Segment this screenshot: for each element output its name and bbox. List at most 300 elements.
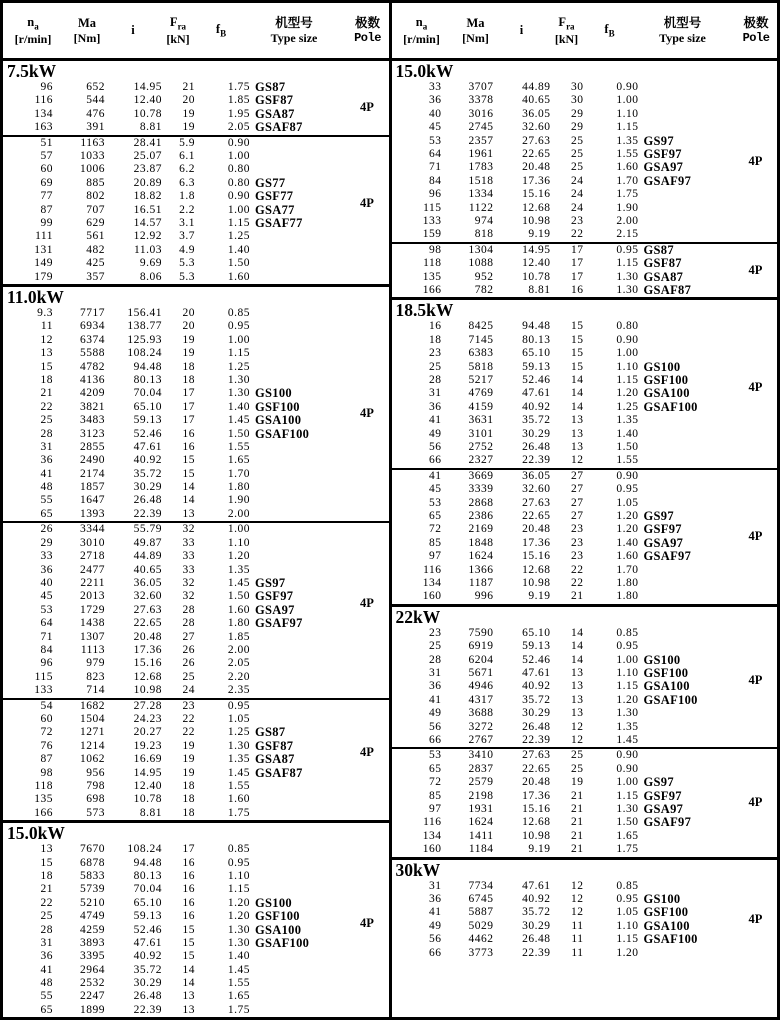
table-row xyxy=(392,228,778,241)
type-size-label: GSF100 xyxy=(255,399,300,414)
cell-fb: 1.20 xyxy=(616,523,639,536)
cell-fra: 6.3 xyxy=(179,176,195,189)
cell-fb: 1.15 xyxy=(616,680,639,693)
table-row xyxy=(392,790,778,803)
cell-fb: 1.35 xyxy=(616,720,639,733)
cell-ma: 7590 xyxy=(468,626,494,639)
cell-ma: 1062 xyxy=(80,753,105,766)
cell-i: 40.92 xyxy=(522,400,551,413)
cell-na: 133 xyxy=(34,684,53,697)
cell-fra: 27 xyxy=(571,483,584,496)
header-na-symbol: n xyxy=(27,14,35,29)
cell-na: 115 xyxy=(423,201,442,214)
cell-i: 12.68 xyxy=(522,563,551,576)
cell-fra: 21 xyxy=(571,802,584,815)
header-ratio: i xyxy=(131,23,135,38)
cell-ma: 2211 xyxy=(80,576,105,589)
cell-fra: 19 xyxy=(182,739,195,752)
cell-fra: 16 xyxy=(571,283,584,296)
header-na-unit: [r/min] xyxy=(403,31,440,46)
cell-fb: 1.65 xyxy=(227,990,250,1003)
cell-ma: 714 xyxy=(86,684,105,697)
table-row xyxy=(392,590,778,603)
cell-ma: 5887 xyxy=(468,906,494,919)
cell-i: 59.13 xyxy=(133,414,162,427)
cell-fb: 1.25 xyxy=(227,360,250,373)
cell-na: 25 xyxy=(429,640,442,653)
cell-na: 53 xyxy=(429,134,442,147)
cell-i: 47.61 xyxy=(522,387,551,400)
cell-fra: 16 xyxy=(182,910,195,923)
type-size-label: GSA97 xyxy=(643,801,684,816)
cell-i: 19.23 xyxy=(133,739,162,752)
header-ma: Ma [Nm] xyxy=(63,16,111,45)
cell-ma: 1783 xyxy=(468,161,494,174)
cell-na: 36 xyxy=(40,454,53,467)
type-size-label: GSAF100 xyxy=(643,399,698,414)
cell-fb: 1.15 xyxy=(616,373,639,386)
type-size-label: GSF100 xyxy=(643,372,689,387)
table-row xyxy=(392,121,778,134)
table-row xyxy=(3,964,389,977)
type-size-label: GS97 xyxy=(643,775,674,790)
cell-fb: 0.85 xyxy=(616,626,639,639)
table-row xyxy=(3,94,389,107)
cell-ma: 1899 xyxy=(80,1003,105,1016)
cell-na: 9.3 xyxy=(37,306,53,319)
cell-fra: 21 xyxy=(571,789,584,802)
cell-ma: 7145 xyxy=(468,333,494,346)
type-size-label: GSAF97 xyxy=(643,815,692,830)
header-ma: Ma [Nm] xyxy=(452,16,500,45)
cell-ma: 3631 xyxy=(468,414,494,427)
cell-fra: 29 xyxy=(571,121,584,134)
cell-ma: 6204 xyxy=(468,653,494,666)
cell-ma: 6919 xyxy=(468,640,494,653)
cell-fra: 14 xyxy=(182,494,195,507)
cell-ma: 391 xyxy=(86,121,105,134)
cell-i: 20.48 xyxy=(133,630,162,643)
cell-fb: 1.75 xyxy=(616,843,639,856)
cell-na: 64 xyxy=(40,617,53,630)
cell-fb: 1.20 xyxy=(616,509,639,522)
cell-fra: 21 xyxy=(571,816,584,829)
cell-ma: 3669 xyxy=(468,469,494,482)
cell-fra: 16 xyxy=(182,427,195,440)
cell-i: 108.24 xyxy=(127,843,162,856)
type-size-label: GS87 xyxy=(255,80,286,94)
table-row xyxy=(3,590,389,603)
table-row xyxy=(392,483,778,496)
cell-fra: 19 xyxy=(182,107,195,120)
type-size-labels xyxy=(255,577,303,631)
cell-ma: 2386 xyxy=(468,509,494,522)
table-row xyxy=(3,807,389,820)
cell-na: 77 xyxy=(40,190,53,203)
cell-fra: 18 xyxy=(182,779,195,792)
table-row xyxy=(392,707,778,720)
cell-fb: 1.95 xyxy=(227,107,250,120)
cell-na: 36 xyxy=(429,94,442,107)
cell-i: 22.65 xyxy=(522,147,551,160)
table-row xyxy=(392,694,778,707)
cell-na: 56 xyxy=(429,440,442,453)
cell-na: 71 xyxy=(40,630,53,643)
cell-fra: 13 xyxy=(571,707,584,720)
cell-ma: 5833 xyxy=(80,869,105,882)
cell-fb: 1.10 xyxy=(227,869,250,882)
header-fra-symbol: F xyxy=(558,14,567,29)
cell-fb: 1.45 xyxy=(227,576,250,589)
cell-fb: 1.15 xyxy=(616,257,639,270)
cell-ma: 1504 xyxy=(80,712,105,725)
header-pole: 极数 Pole xyxy=(354,16,381,45)
cell-na: 76 xyxy=(40,739,53,752)
cell-fra: 13 xyxy=(182,507,195,520)
table-row xyxy=(3,508,389,521)
cell-na: 11 xyxy=(40,320,53,333)
type-size-label: GSA100 xyxy=(643,679,690,694)
cell-na: 60 xyxy=(40,712,53,725)
table-row xyxy=(392,334,778,347)
table-row xyxy=(392,537,778,550)
cell-fb: 1.15 xyxy=(227,347,250,360)
cell-fra: 23 xyxy=(571,523,584,536)
cell-fra: 13 xyxy=(571,693,584,706)
cell-fra: 25 xyxy=(571,749,584,762)
cell-i: 22.39 xyxy=(522,946,551,959)
cell-ma: 4462 xyxy=(468,933,494,946)
cell-fra: 24 xyxy=(182,684,195,697)
cell-i: 8.81 xyxy=(139,806,162,819)
spec-block xyxy=(3,521,389,697)
cell-na: 118 xyxy=(423,257,442,270)
cell-ma: 5217 xyxy=(468,373,494,386)
table-row xyxy=(3,631,389,644)
table-row xyxy=(3,726,389,739)
table-row xyxy=(392,749,778,762)
cell-fra: 3.1 xyxy=(179,216,195,229)
cell-na: 96 xyxy=(40,657,53,670)
cell-na: 31 xyxy=(40,936,53,949)
table-row xyxy=(392,441,778,454)
cell-na: 97 xyxy=(429,550,442,563)
table-row xyxy=(392,550,778,563)
table-row xyxy=(392,776,778,789)
cell-fb: 1.00 xyxy=(616,776,639,789)
cell-ma: 1214 xyxy=(80,739,105,752)
cell-fb: 1.60 xyxy=(227,270,250,283)
table-row xyxy=(392,564,778,577)
cell-i: 125.93 xyxy=(127,333,162,346)
cell-fb: 1.00 xyxy=(227,523,250,536)
cell-ma: 2198 xyxy=(468,789,494,802)
cell-ma: 4749 xyxy=(80,910,105,923)
cell-na: 22 xyxy=(40,896,53,909)
pole-label: 4P xyxy=(748,672,763,687)
cell-ma: 482 xyxy=(86,243,105,256)
cell-i: 17.36 xyxy=(522,174,551,187)
cell-fra: 11 xyxy=(571,919,584,932)
cell-fra: 16 xyxy=(182,856,195,869)
header-type-size: 机型号 Type size xyxy=(270,16,318,45)
cell-na: 65 xyxy=(429,762,442,775)
table-row xyxy=(3,793,389,806)
cell-na: 64 xyxy=(429,147,442,160)
cell-fb: 1.00 xyxy=(227,333,250,346)
cell-na: 116 xyxy=(423,563,442,576)
header-na: $n_a$ [r/min] xyxy=(3,15,63,46)
pole-label: 4P xyxy=(748,153,763,168)
cell-ma: 1163 xyxy=(80,136,105,149)
cell-i: 44.89 xyxy=(522,81,551,93)
table-row xyxy=(392,454,778,467)
type-size-label: GSF100 xyxy=(643,905,689,920)
table-row xyxy=(392,933,778,946)
type-size-label: GSF97 xyxy=(643,146,682,161)
cell-fb: 1.10 xyxy=(616,666,639,679)
cell-fra: 14 xyxy=(571,626,584,639)
cell-fra: 25 xyxy=(571,134,584,147)
cell-fb: 1.60 xyxy=(227,793,250,806)
cell-fra: 24 xyxy=(571,188,584,201)
spec-block xyxy=(392,242,778,298)
cell-fra: 22 xyxy=(571,228,584,241)
table-row xyxy=(3,81,389,94)
spec-block xyxy=(392,468,778,604)
cell-ma: 3688 xyxy=(468,707,494,720)
type-size-label: GSA77 xyxy=(255,202,295,217)
type-size-label: GS77 xyxy=(255,175,286,190)
type-size-label: GSA87 xyxy=(643,269,684,284)
cell-na: 36 xyxy=(40,563,53,576)
cell-i: 40.92 xyxy=(133,454,162,467)
cell-na: 87 xyxy=(40,203,53,216)
cell-i: 156.41 xyxy=(127,306,162,319)
table-row xyxy=(392,763,778,776)
cell-fra: 5.9 xyxy=(179,136,195,149)
cell-fb: 0.90 xyxy=(616,81,639,93)
cell-ma: 1033 xyxy=(80,149,105,162)
table-row xyxy=(3,564,389,577)
type-size-labels xyxy=(644,654,698,708)
cell-fra: 20 xyxy=(182,306,195,319)
type-size-label: GSAF100 xyxy=(643,692,698,707)
cell-fra: 25 xyxy=(571,147,584,160)
cell-na: 84 xyxy=(40,643,53,656)
cell-ma: 1113 xyxy=(80,643,105,656)
cell-na: 166 xyxy=(34,806,53,819)
cell-ma: 823 xyxy=(86,670,105,683)
spec-block xyxy=(3,843,389,1017)
cell-i: 138.77 xyxy=(127,320,162,333)
cell-na: 134 xyxy=(422,829,442,842)
cell-ma: 1931 xyxy=(468,802,494,815)
cell-na: 57 xyxy=(40,149,53,162)
table-row xyxy=(3,121,389,134)
table-row xyxy=(392,428,778,441)
cell-i: 14.95 xyxy=(133,766,162,779)
cell-ma: 5739 xyxy=(80,883,105,896)
pole-label: 4P xyxy=(748,262,763,277)
cell-na: 163 xyxy=(34,121,53,134)
cell-fb: 0.85 xyxy=(227,843,250,856)
cell-na: 131 xyxy=(34,243,53,256)
cell-i: 32.60 xyxy=(522,483,551,496)
table-row xyxy=(3,401,389,414)
cell-ma: 3378 xyxy=(468,94,494,107)
cell-na: 97 xyxy=(429,802,442,815)
cell-i: 12.68 xyxy=(522,816,551,829)
cell-fb: 0.95 xyxy=(616,640,639,653)
cell-i: 15.16 xyxy=(522,802,551,815)
table-row xyxy=(392,640,778,653)
cell-na: 116 xyxy=(423,816,442,829)
cell-i: 10.98 xyxy=(522,829,551,842)
cell-i: 49.87 xyxy=(133,536,162,549)
cell-fb: 0.90 xyxy=(616,762,639,775)
cell-na: 65 xyxy=(429,509,442,522)
cell-fb: 1.35 xyxy=(227,753,250,766)
cell-na: 179 xyxy=(34,270,53,283)
cell-fra: 27 xyxy=(571,496,584,509)
cell-ma: 2169 xyxy=(468,523,494,536)
cell-fb: 1.75 xyxy=(227,1003,250,1016)
cell-i: 20.89 xyxy=(133,176,162,189)
cell-ma: 4317 xyxy=(468,693,494,706)
cell-i: 30.29 xyxy=(522,427,551,440)
cell-i: 20.48 xyxy=(522,776,551,789)
cell-fb: 1.70 xyxy=(227,467,250,480)
cell-ma: 5671 xyxy=(468,666,494,679)
cell-na: 160 xyxy=(422,843,442,856)
cell-ma: 544 xyxy=(86,94,105,107)
table-row xyxy=(3,271,389,284)
table-header-left xyxy=(3,3,389,58)
table-row xyxy=(392,387,778,400)
cell-fb: 1.00 xyxy=(616,347,639,360)
cell-fra: 22 xyxy=(182,726,195,739)
table-row xyxy=(392,523,778,536)
cell-i: 12.40 xyxy=(133,94,162,107)
table-row xyxy=(3,190,389,203)
cell-i: 9.19 xyxy=(528,590,551,603)
cell-fra: 19 xyxy=(182,121,195,134)
cell-fra: 18 xyxy=(182,373,195,386)
cell-fra: 14 xyxy=(182,481,195,494)
cell-fra: 17 xyxy=(182,843,195,856)
cell-ma: 2745 xyxy=(468,121,494,134)
cell-fb: 1.40 xyxy=(227,950,250,963)
pole-label: 4P xyxy=(360,195,374,210)
cell-fb: 1.50 xyxy=(616,816,639,829)
cell-fra: 22 xyxy=(571,563,584,576)
cell-fra: 15 xyxy=(182,454,195,467)
cell-na: 149 xyxy=(34,257,53,270)
cell-ma: 3395 xyxy=(80,950,105,963)
cell-ma: 2357 xyxy=(468,134,494,147)
pole-label: 4P xyxy=(360,745,374,760)
cell-ma: 952 xyxy=(474,270,494,283)
cell-na: 133 xyxy=(422,214,442,227)
cell-i: 65.10 xyxy=(522,626,551,639)
type-size-labels xyxy=(644,361,698,415)
cell-fra: 29 xyxy=(571,107,584,120)
cell-ma: 2855 xyxy=(80,440,105,453)
cell-ma: 1518 xyxy=(468,174,494,187)
cell-ma: 7670 xyxy=(80,843,105,856)
cell-i: 9.19 xyxy=(528,228,551,241)
cell-na: 72 xyxy=(40,726,53,739)
cell-ma: 1304 xyxy=(468,243,494,256)
header-na-unit: [r/min] xyxy=(14,31,52,46)
table-row xyxy=(392,414,778,427)
table-row xyxy=(392,175,778,188)
cell-fra: 13 xyxy=(182,990,195,1003)
cell-fra: 13 xyxy=(571,414,584,427)
cell-i: 35.72 xyxy=(522,693,551,706)
cell-i: 52.46 xyxy=(133,427,162,440)
type-size-label: GSF87 xyxy=(255,93,294,108)
table-row xyxy=(3,374,389,387)
type-size-label: GSAF87 xyxy=(255,765,303,780)
cell-na: 98 xyxy=(40,766,53,779)
cell-i: 52.46 xyxy=(133,923,162,936)
cell-i: 65.10 xyxy=(133,896,162,909)
type-size-label: GSF97 xyxy=(255,589,294,604)
table-row xyxy=(3,1004,389,1017)
type-size-label: GSAF77 xyxy=(255,215,303,230)
cell-ma: 2718 xyxy=(80,550,105,563)
cell-fra: 23 xyxy=(571,214,584,227)
type-size-label: GSF100 xyxy=(643,665,689,680)
cell-ma: 561 xyxy=(86,230,105,243)
spec-block xyxy=(3,135,389,284)
cell-ma: 2477 xyxy=(80,563,105,576)
cell-na: 25 xyxy=(40,414,53,427)
type-size-label: GSF87 xyxy=(255,738,294,753)
cell-fra: 32 xyxy=(182,576,195,589)
table-row xyxy=(3,897,389,910)
cell-fra: 14 xyxy=(571,653,584,666)
table-row xyxy=(3,428,389,441)
spec-block xyxy=(392,81,778,242)
table-row xyxy=(3,780,389,793)
cell-ma: 3707 xyxy=(468,81,494,93)
cell-i: 47.61 xyxy=(133,936,162,949)
cell-fra: 19 xyxy=(182,333,195,346)
cell-fb: 1.85 xyxy=(227,630,250,643)
cell-na: 29 xyxy=(40,536,53,549)
cell-fb: 1.75 xyxy=(227,81,250,93)
cell-na: 65 xyxy=(40,507,53,520)
cell-fb: 1.15 xyxy=(227,883,250,896)
cell-na: 41 xyxy=(429,414,442,427)
header-ratio: i xyxy=(519,23,524,38)
right-table-body xyxy=(392,58,778,960)
cell-ma: 3101 xyxy=(468,427,494,440)
cell-i: 55.79 xyxy=(133,523,162,536)
cell-i: 44.89 xyxy=(133,550,162,563)
cell-na: 31 xyxy=(429,666,442,679)
cell-fra: 16 xyxy=(182,869,195,882)
cell-fb: 1.10 xyxy=(616,107,639,120)
type-size-label: GSF77 xyxy=(255,189,294,204)
type-size-label: GSAF100 xyxy=(255,426,310,441)
cell-fb: 1.75 xyxy=(616,188,639,201)
cell-fb: 1.45 xyxy=(227,963,250,976)
pole-label: 4P xyxy=(360,406,374,421)
